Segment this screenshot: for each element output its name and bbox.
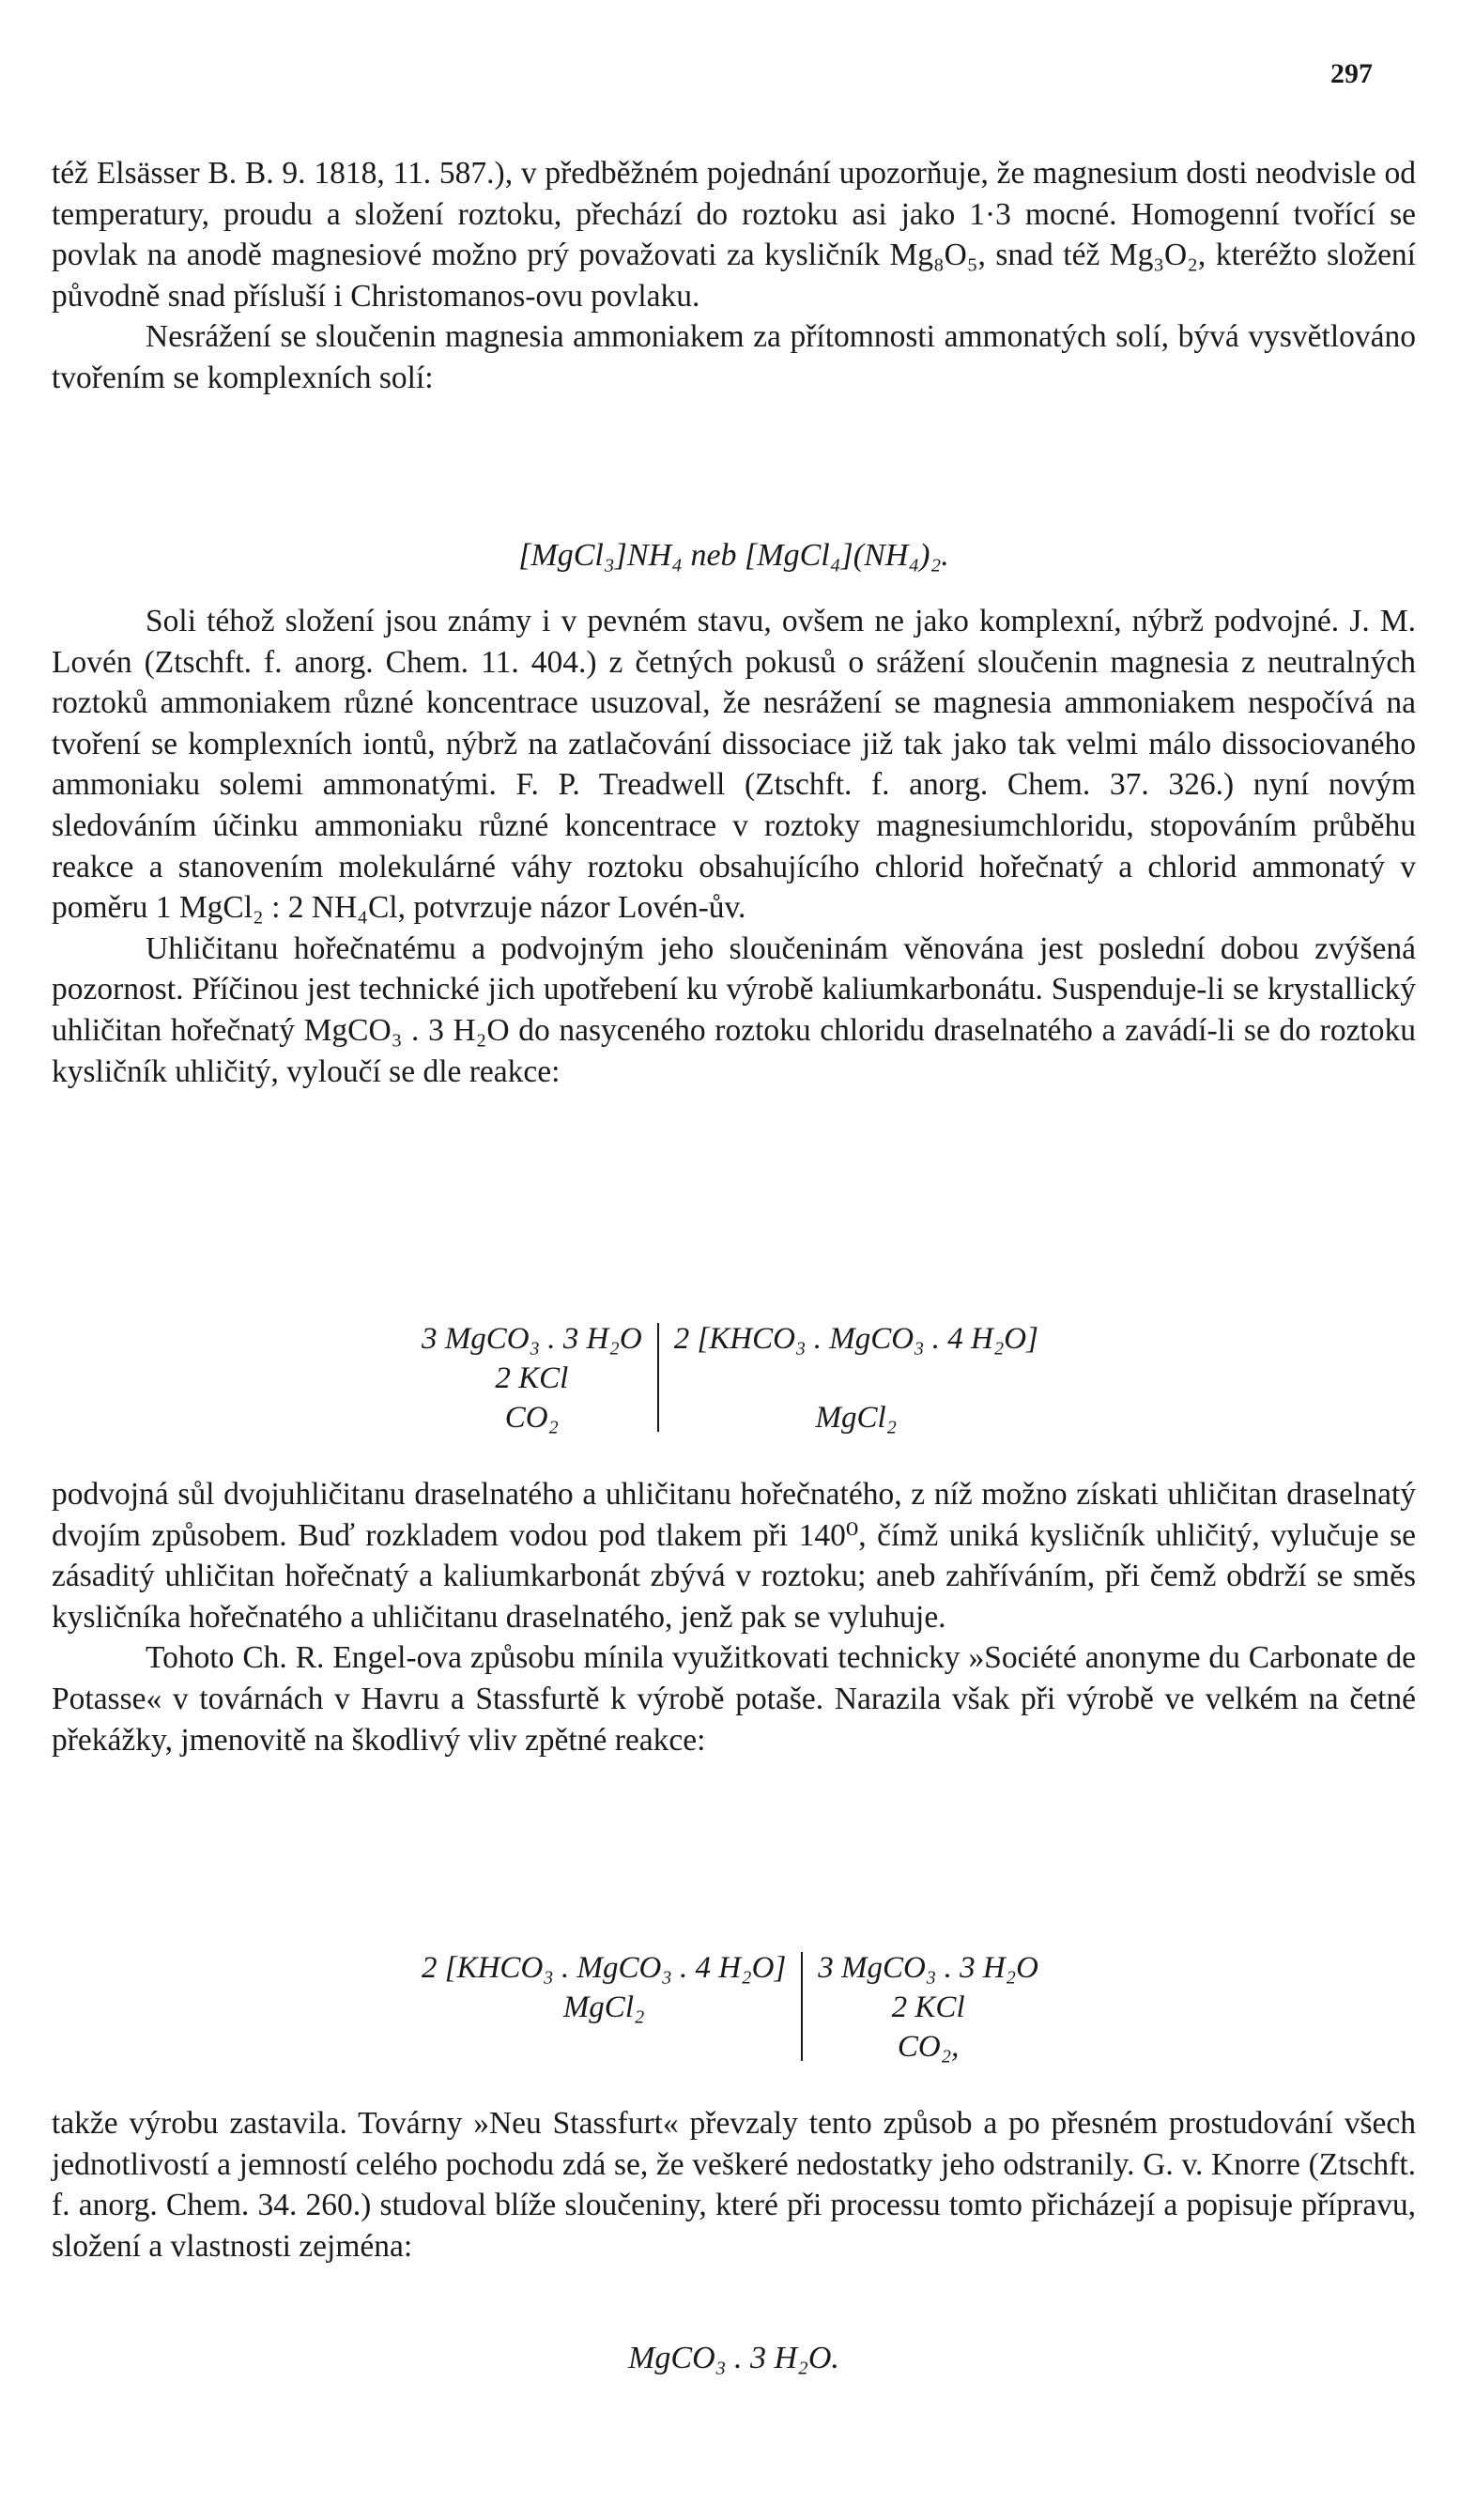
page-number: 297 [1330, 58, 1373, 89]
reaction-left-side [407, 1948, 801, 2027]
text-block-1 [52, 153, 1416, 399]
product: 3 MgCO₃ . 3 H₂O [818, 1951, 1038, 1985]
paragraph: též Elsässer B. B. 9. 1818, 11. 587.), v předběžném pojednání upozorňuje, že magnesium dosti neodvisle od temperatury, proudu a složení roztoku, přechází do roztoku asi jako 1·3 mocné. Homogenní tvořící se povlak na anodě magnesiové možno prý považovati za kysličník Mg₈O₅, snad též Mg₃O₂, kteréžto složení původně snad přísluší i Christomanos-ovu povlaku. [52, 156, 1416, 314]
reactant: CO₂ [504, 1401, 560, 1435]
reaction-equation-1 [0, 1319, 1460, 1437]
product: 2 KCl [891, 1990, 965, 2024]
reactant: 2 KCl [495, 1361, 569, 1395]
paragraph: Uhličitanu hořečnatému a podvojným jeho sloučeninám věnována jest poslední dobou zvýšená pozornost. Příčinou jest technické jich upotřebení ku výrobě kaliumkarbonátu. Suspenduje-li se krystallický uhličitan hořečnatý MgCO₃ . 3 H₂O do nasyceného roztoku chloridu draselnatého a zavádí-li se do roztoku kysličník uhličitý, vyloučí se dle reakce: [52, 930, 1416, 1089]
text-block-4 [52, 2103, 1416, 2266]
paragraph: Nesrážení se sloučenin magnesia ammoniakem za přítomnosti ammonatých solí, bývá vysvětlováno tvořením se komplexních solí: [52, 319, 1416, 395]
reaction-right-side [659, 1319, 1053, 1437]
text-block-3 [52, 1474, 1416, 1760]
formula-complex-salts: [MgCl₃]NH₄ neb [MgCl₄](NH₄)₂. [518, 538, 949, 573]
formula-magnesium-carbonate: MgCO₃ . 3 H₂O. [628, 2341, 839, 2375]
paragraph: Tohoto Ch. R. Engel-ova způsobu mínila využitkovati technicky »Société anonyme du Carbonate de Potasse« v továrnách v Havru a Stassfurtě k výrobě potaše. Narazila však při výrobě ve velkém na četné překážky, jmenovitě na škodlivý vliv zpětné reakce: [52, 1640, 1416, 1758]
paragraph: podvojná sůl dvojuhličitanu draselnatého a uhličitanu hořečnatého, z níž možno získati uhličitan draselnatý dvojím způsobem. Buď rozkladem vodou pod tlakem při 140⁰, čímž uniká kysličník uhličitý, vylučuje se zásaditý uhličitan hořečnatý a kaliumkarbonát zbývá v roztoku; aneb zahříváním, při čemž obdrží se směs kysličníka hořečnatého a uhličitanu draselnatého, jenž pak se vyluhuje. [52, 1477, 1416, 1635]
reaction-left-side [407, 1319, 657, 1437]
product: MgCl₂ [815, 1401, 898, 1435]
text-block-2 [52, 601, 1416, 1092]
reaction-right-side [803, 1948, 1053, 2067]
reactant: 2 [KHCO₃ . MgCO₃ . 4 H₂O] [422, 1951, 787, 1985]
paragraph: Soli téhož složení jsou známy i v pevném stavu, ovšem ne jako komplexní, nýbrž podvojné. J. M. Lovén (Ztschft. f. anorg. Chem. 11. 404.) z četných pokusů o srážení sloučenin magnesia z neutralných roztoků ammoniakem různé koncentrace usuzoval, že nesrážení se magnesia ammoniakem nespočívá na tvoření se komplexních iontů, nýbrž na zatlačování dissociace již tak jako tak velmi málo dissociovaného ammoniaku solemi ammonatými. F. P. Treadwell (Ztschft. f. anorg. Chem. 37. 326.) nyní novým sledováním účinku ammoniaku různé koncentrace v roztoky magnesiumchloridu, stopováním průběhu reakce a stanovením molekulárné váhy roztoku obsahujícího chlorid hořečnatý a chlorid ammonatý v poměru 1 MgCl₂ : 2 NH₄Cl, potvrzuje názor Lovén-ův. [52, 604, 1416, 926]
product: 2 [KHCO₃ . MgCO₃ . 4 H₂O] [673, 1322, 1038, 1356]
reactant: MgCl₂ [562, 1990, 645, 2024]
reactant: 3 MgCO₃ . 3 H₂O [422, 1322, 642, 1356]
paragraph: takže výrobu zastavila. Továrny »Neu Stassfurt« převzaly tento způsob a po přesném prostudování všech jednotlivostí a jemností celého pochodu zdá se, že veškeré nedostatky jeho odstranily. G. v. Knorre (Ztschft. f. anorg. Chem. 34. 260.) studoval blíže sloučeniny, které při processu tomto přicházejí a popisuje přípravu, složení a vlastnosti zejména: [52, 2106, 1416, 2264]
reaction-equation-2 [0, 1948, 1460, 2067]
product: CO₂, [897, 2030, 960, 2064]
